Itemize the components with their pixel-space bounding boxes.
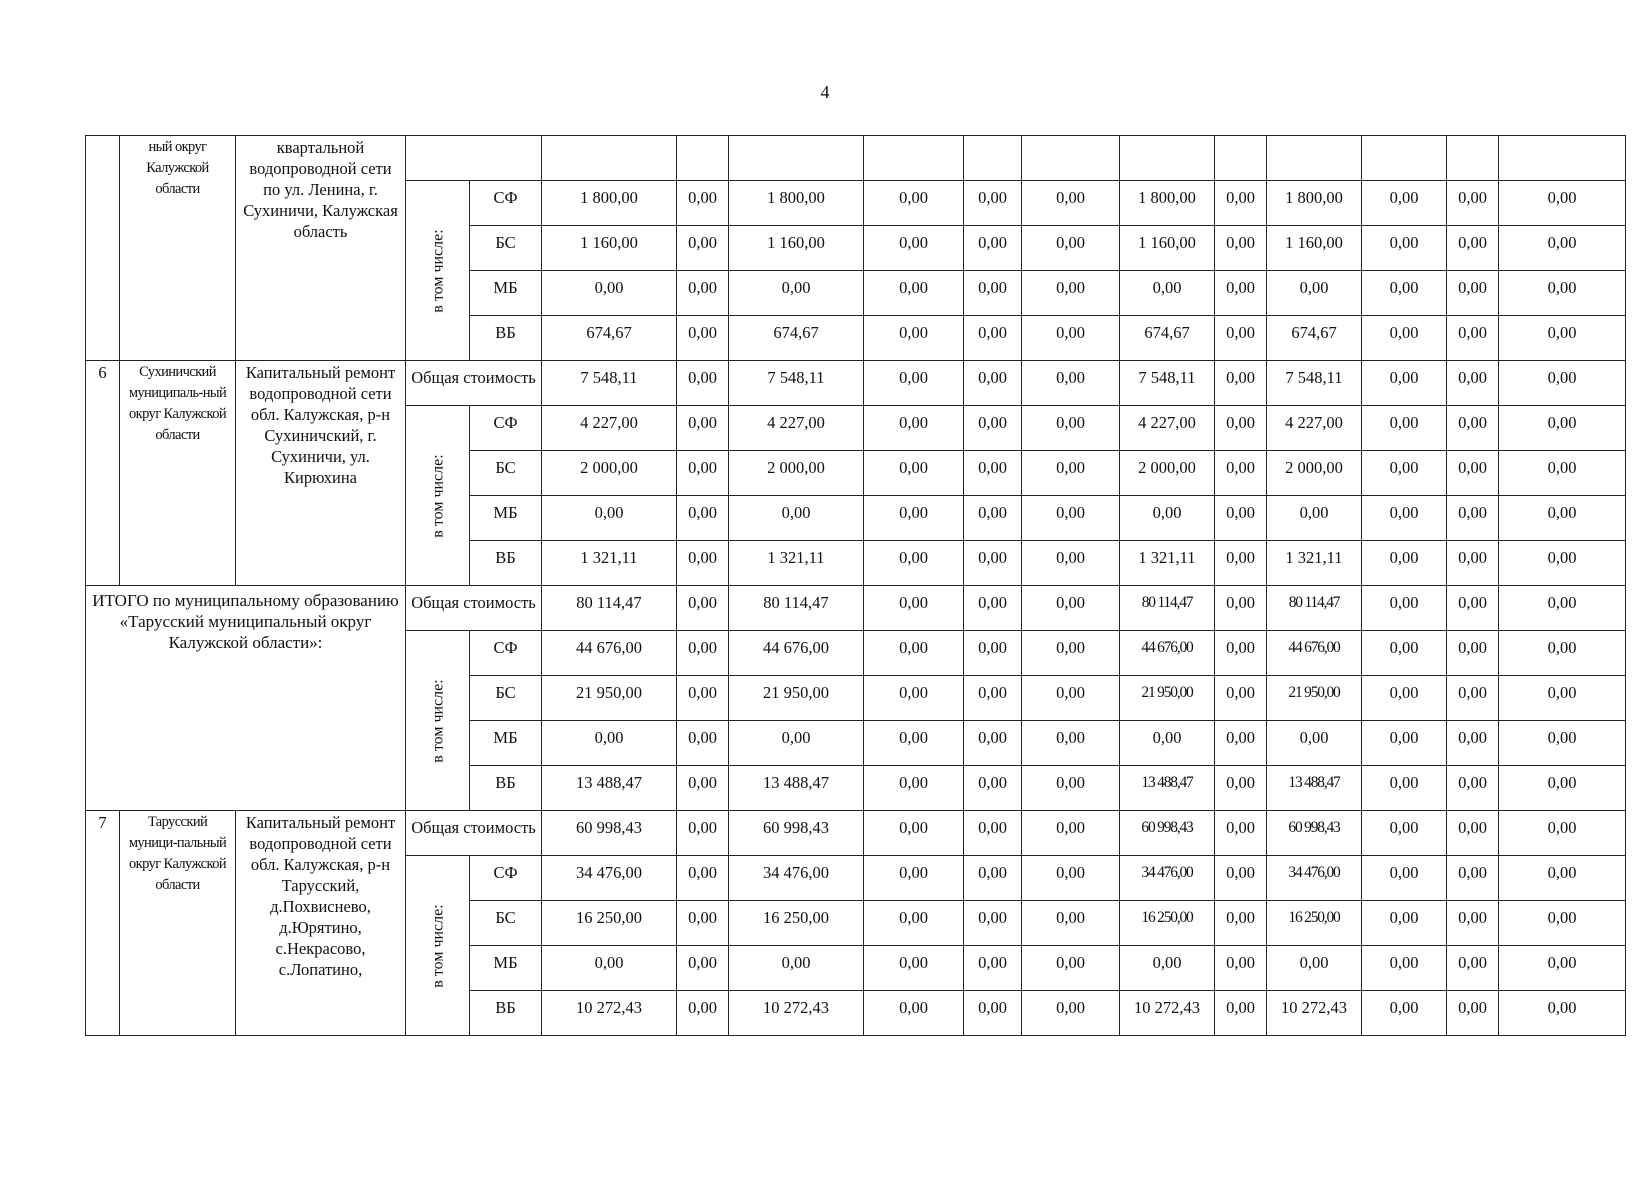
value-cell: 0,00 <box>864 586 964 631</box>
value-cell: 0,00 <box>964 766 1022 811</box>
value-cell: 0,00 <box>1022 901 1120 946</box>
value-cell: 0,00 <box>864 901 964 946</box>
value-cell: 0,00 <box>964 361 1022 406</box>
cost-type-cell: БС <box>470 451 542 496</box>
value-cell: 0,00 <box>1022 496 1120 541</box>
value-cell: 0,00 <box>1267 946 1362 991</box>
value-cell: 44 676,00 <box>1267 631 1362 676</box>
page-number: 4 <box>820 82 830 102</box>
cost-type-cell: СФ <box>470 856 542 901</box>
value-cell: 2 000,00 <box>542 451 677 496</box>
value-cell: 0,00 <box>729 496 864 541</box>
value-cell: 21 950,00 <box>1120 676 1215 721</box>
value-cell: 0,00 <box>677 496 729 541</box>
value-cell: 4 227,00 <box>729 406 864 451</box>
table-row <box>86 586 1626 631</box>
value-cell <box>1447 136 1499 181</box>
value-cell: 0,00 <box>964 271 1022 316</box>
value-cell: 0,00 <box>1215 676 1267 721</box>
value-cell: 0,00 <box>1447 496 1499 541</box>
value-cell: 0,00 <box>1120 496 1215 541</box>
cost-type-cell: Общая стоимость <box>406 586 542 631</box>
value-cell: 0,00 <box>864 361 964 406</box>
value-cell: 0,00 <box>1499 946 1626 991</box>
vertical-label <box>406 856 470 1036</box>
value-cell: 0,00 <box>964 451 1022 496</box>
value-cell: 0,00 <box>1215 316 1267 361</box>
value-cell: 0,00 <box>1022 721 1120 766</box>
value-cell: 0,00 <box>1447 721 1499 766</box>
value-cell: 0,00 <box>1215 181 1267 226</box>
value-cell: 10 272,43 <box>1267 991 1362 1036</box>
value-cell: 0,00 <box>964 901 1022 946</box>
table-row <box>86 811 1626 856</box>
vertical-label <box>406 181 470 361</box>
value-cell: 0,00 <box>964 541 1022 586</box>
value-cell: 34 476,00 <box>1267 856 1362 901</box>
value-cell: 0,00 <box>1499 361 1626 406</box>
value-cell: 7 548,11 <box>1267 361 1362 406</box>
value-cell: 0,00 <box>1022 856 1120 901</box>
municipality-cell: Сухиничский муниципаль-ный округ Калужской области <box>120 361 236 586</box>
row-number: 6 <box>86 361 120 586</box>
value-cell: 0,00 <box>1215 631 1267 676</box>
object-cell: Капитальный ремонт водопроводной сети обл. Калужская, р-н Тарусский, д.Похвиснево, д.Юрятино, с.Некрасово, с.Лопатино, <box>236 811 406 1036</box>
value-cell: 0,00 <box>1362 676 1447 721</box>
value-cell: 0,00 <box>864 496 964 541</box>
value-cell: 0,00 <box>677 811 729 856</box>
value-cell: 0,00 <box>1499 271 1626 316</box>
total-label: ИТОГО по муниципальному образованию «Тарусский муниципальный округ Калужской области»: <box>86 586 406 811</box>
cost-type-cell: БС <box>470 901 542 946</box>
value-cell: 0,00 <box>1215 451 1267 496</box>
value-cell: 0,00 <box>1215 586 1267 631</box>
vertical-label-text: в том числе: <box>429 903 446 988</box>
value-cell: 674,67 <box>1267 316 1362 361</box>
value-cell: 0,00 <box>1215 766 1267 811</box>
value-cell: 0,00 <box>864 181 964 226</box>
value-cell: 0,00 <box>1499 586 1626 631</box>
value-cell <box>729 136 864 181</box>
value-cell: 0,00 <box>1215 226 1267 271</box>
value-cell: 7 548,11 <box>1120 361 1215 406</box>
cost-type-cell: БС <box>470 676 542 721</box>
value-cell: 0,00 <box>1022 361 1120 406</box>
report-table-body <box>86 136 1626 1036</box>
value-cell: 0,00 <box>1362 721 1447 766</box>
value-cell: 4 227,00 <box>1267 406 1362 451</box>
value-cell: 0,00 <box>1362 631 1447 676</box>
value-cell: 1 160,00 <box>542 226 677 271</box>
value-cell: 80 114,47 <box>542 586 677 631</box>
value-cell: 0,00 <box>1022 406 1120 451</box>
value-cell: 21 950,00 <box>729 676 864 721</box>
value-cell: 10 272,43 <box>729 991 864 1036</box>
table-row <box>86 136 1626 181</box>
municipality-cell: ный округ Калужской области <box>120 136 236 361</box>
vertical-label-text: в том числе: <box>429 228 446 313</box>
value-cell: 674,67 <box>1120 316 1215 361</box>
value-cell: 0,00 <box>1499 811 1626 856</box>
value-cell: 34 476,00 <box>729 856 864 901</box>
value-cell: 0,00 <box>1362 946 1447 991</box>
value-cell: 0,00 <box>1022 541 1120 586</box>
value-cell: 4 227,00 <box>542 406 677 451</box>
value-cell: 1 800,00 <box>1267 181 1362 226</box>
cost-type-cell: ВБ <box>470 541 542 586</box>
value-cell: 0,00 <box>1362 766 1447 811</box>
value-cell: 0,00 <box>1362 901 1447 946</box>
value-cell: 0,00 <box>864 721 964 766</box>
value-cell: 0,00 <box>864 406 964 451</box>
value-cell: 0,00 <box>1215 901 1267 946</box>
value-cell: 0,00 <box>864 946 964 991</box>
value-cell: 0,00 <box>677 856 729 901</box>
value-cell: 0,00 <box>864 811 964 856</box>
value-cell: 21 950,00 <box>1267 676 1362 721</box>
value-cell: 0,00 <box>1447 181 1499 226</box>
value-cell: 0,00 <box>1447 541 1499 586</box>
value-cell <box>542 136 677 181</box>
value-cell: 0,00 <box>542 721 677 766</box>
value-cell: 0,00 <box>1499 316 1626 361</box>
value-cell: 0,00 <box>1447 811 1499 856</box>
value-cell: 0,00 <box>964 181 1022 226</box>
value-cell: 34 476,00 <box>1120 856 1215 901</box>
value-cell: 16 250,00 <box>1267 901 1362 946</box>
value-cell: 0,00 <box>864 631 964 676</box>
cost-type-cell: СФ <box>470 406 542 451</box>
value-cell: 0,00 <box>1362 361 1447 406</box>
value-cell: 0,00 <box>1362 496 1447 541</box>
value-cell: 60 998,43 <box>542 811 677 856</box>
value-cell: 0,00 <box>964 586 1022 631</box>
value-cell: 0,00 <box>964 676 1022 721</box>
value-cell: 0,00 <box>1022 451 1120 496</box>
value-cell: 0,00 <box>1022 271 1120 316</box>
report-table <box>85 135 1626 1036</box>
cost-type-cell: ВБ <box>470 316 542 361</box>
value-cell: 13 488,47 <box>1120 766 1215 811</box>
value-cell: 0,00 <box>1447 406 1499 451</box>
value-cell: 0,00 <box>864 451 964 496</box>
value-cell: 0,00 <box>1215 541 1267 586</box>
value-cell: 0,00 <box>1499 226 1626 271</box>
value-cell: 1 800,00 <box>729 181 864 226</box>
value-cell: 0,00 <box>864 676 964 721</box>
value-cell: 0,00 <box>677 631 729 676</box>
value-cell: 0,00 <box>677 901 729 946</box>
value-cell: 0,00 <box>677 766 729 811</box>
value-cell: 60 998,43 <box>1120 811 1215 856</box>
value-cell: 0,00 <box>1447 271 1499 316</box>
value-cell: 0,00 <box>864 226 964 271</box>
vertical-label <box>406 406 470 586</box>
value-cell: 16 250,00 <box>729 901 864 946</box>
value-cell: 0,00 <box>1362 406 1447 451</box>
value-cell: 0,00 <box>677 541 729 586</box>
value-cell: 2 000,00 <box>1120 451 1215 496</box>
value-cell: 0,00 <box>677 991 729 1036</box>
value-cell: 0,00 <box>542 946 677 991</box>
value-cell: 0,00 <box>677 451 729 496</box>
value-cell: 0,00 <box>1447 946 1499 991</box>
value-cell: 1 321,11 <box>729 541 864 586</box>
value-cell: 80 114,47 <box>1267 586 1362 631</box>
row-number: 7 <box>86 811 120 1036</box>
value-cell: 0,00 <box>1499 451 1626 496</box>
value-cell: 0,00 <box>964 721 1022 766</box>
value-cell: 1 321,11 <box>1120 541 1215 586</box>
value-cell: 44 676,00 <box>1120 631 1215 676</box>
value-cell: 0,00 <box>1215 406 1267 451</box>
value-cell: 0,00 <box>1215 991 1267 1036</box>
cost-type-cell: Общая стоимость <box>406 361 542 406</box>
value-cell: 0,00 <box>1499 631 1626 676</box>
value-cell: 0,00 <box>1362 856 1447 901</box>
value-cell: 0,00 <box>1267 721 1362 766</box>
value-cell: 0,00 <box>1362 811 1447 856</box>
value-cell: 0,00 <box>1022 631 1120 676</box>
value-cell <box>864 136 964 181</box>
value-cell: 0,00 <box>864 766 964 811</box>
value-cell: 0,00 <box>1022 766 1120 811</box>
value-cell: 0,00 <box>677 586 729 631</box>
value-cell: 0,00 <box>1499 721 1626 766</box>
value-cell: 0,00 <box>729 946 864 991</box>
value-cell: 0,00 <box>1022 676 1120 721</box>
value-cell: 4 227,00 <box>1120 406 1215 451</box>
value-cell: 0,00 <box>1120 271 1215 316</box>
value-cell: 0,00 <box>677 271 729 316</box>
value-cell: 0,00 <box>1447 901 1499 946</box>
value-cell: 0,00 <box>964 496 1022 541</box>
value-cell: 0,00 <box>1022 811 1120 856</box>
value-cell: 0,00 <box>1120 946 1215 991</box>
cost-type-cell: Общая стоимость <box>406 811 542 856</box>
value-cell: 0,00 <box>1215 361 1267 406</box>
value-cell: 0,00 <box>677 406 729 451</box>
value-cell: 0,00 <box>1215 856 1267 901</box>
value-cell: 0,00 <box>677 721 729 766</box>
value-cell: 0,00 <box>1215 811 1267 856</box>
value-cell: 0,00 <box>1499 856 1626 901</box>
value-cell: 0,00 <box>1362 586 1447 631</box>
value-cell: 0,00 <box>677 361 729 406</box>
value-cell: 21 950,00 <box>542 676 677 721</box>
vertical-label-text: в том числе: <box>429 453 446 538</box>
value-cell: 0,00 <box>864 316 964 361</box>
value-cell: 0,00 <box>1362 181 1447 226</box>
value-cell: 0,00 <box>729 271 864 316</box>
value-cell: 0,00 <box>1022 946 1120 991</box>
value-cell: 0,00 <box>964 991 1022 1036</box>
value-cell: 0,00 <box>964 856 1022 901</box>
value-cell <box>1499 136 1626 181</box>
value-cell: 0,00 <box>964 946 1022 991</box>
value-cell: 0,00 <box>1215 946 1267 991</box>
value-cell: 1 160,00 <box>1267 226 1362 271</box>
value-cell: 0,00 <box>1499 541 1626 586</box>
value-cell: 1 321,11 <box>1267 541 1362 586</box>
vertical-label-text: в том числе: <box>429 678 446 763</box>
value-cell: 0,00 <box>1362 451 1447 496</box>
value-cell: 13 488,47 <box>729 766 864 811</box>
value-cell <box>1362 136 1447 181</box>
value-cell: 1 800,00 <box>1120 181 1215 226</box>
value-cell: 7 548,11 <box>542 361 677 406</box>
value-cell: 0,00 <box>1447 361 1499 406</box>
cost-type-cell: СФ <box>470 631 542 676</box>
cost-type-cell: МБ <box>470 721 542 766</box>
value-cell: 0,00 <box>1362 316 1447 361</box>
value-cell: 34 476,00 <box>542 856 677 901</box>
value-cell: 0,00 <box>1499 406 1626 451</box>
value-cell: 80 114,47 <box>729 586 864 631</box>
value-cell: 60 998,43 <box>1267 811 1362 856</box>
value-cell: 0,00 <box>1362 991 1447 1036</box>
value-cell: 0,00 <box>1267 271 1362 316</box>
value-cell: 0,00 <box>1362 541 1447 586</box>
cost-type-cell: ВБ <box>470 766 542 811</box>
value-cell: 0,00 <box>1362 226 1447 271</box>
value-cell: 674,67 <box>542 316 677 361</box>
table-row <box>86 361 1626 406</box>
vertical-label <box>406 631 470 811</box>
value-cell: 10 272,43 <box>542 991 677 1036</box>
value-cell: 0,00 <box>964 631 1022 676</box>
value-cell: 0,00 <box>964 226 1022 271</box>
value-cell: 0,00 <box>1499 496 1626 541</box>
value-cell: 0,00 <box>677 946 729 991</box>
value-cell: 0,00 <box>1447 451 1499 496</box>
value-cell: 0,00 <box>1447 766 1499 811</box>
cost-type-cell: МБ <box>470 946 542 991</box>
value-cell <box>1120 136 1215 181</box>
value-cell: 16 250,00 <box>1120 901 1215 946</box>
value-cell: 0,00 <box>1447 631 1499 676</box>
value-cell: 0,00 <box>1499 991 1626 1036</box>
value-cell: 0,00 <box>1022 586 1120 631</box>
value-cell: 0,00 <box>729 721 864 766</box>
value-cell: 0,00 <box>542 496 677 541</box>
value-cell: 0,00 <box>1215 721 1267 766</box>
value-cell: 0,00 <box>964 316 1022 361</box>
value-cell: 0,00 <box>1499 181 1626 226</box>
value-cell: 1 321,11 <box>542 541 677 586</box>
value-cell: 0,00 <box>1022 991 1120 1036</box>
value-cell: 2 000,00 <box>1267 451 1362 496</box>
object-cell: квартальной водопроводной сети по ул. Ленина, г. Сухиничи, Калужская область <box>236 136 406 361</box>
value-cell: 2 000,00 <box>729 451 864 496</box>
value-cell: 7 548,11 <box>729 361 864 406</box>
cost-type-cell: ВБ <box>470 991 542 1036</box>
value-cell: 10 272,43 <box>1120 991 1215 1036</box>
cost-type-cell <box>406 136 542 181</box>
value-cell: 0,00 <box>1447 856 1499 901</box>
municipality-cell: Тарусский муници-пальный округ Калужской области <box>120 811 236 1036</box>
value-cell: 44 676,00 <box>542 631 677 676</box>
object-cell: Капитальный ремонт водопроводной сети обл. Калужская, р-н Сухиничский, г. Сухиничи, ул. Кирюхина <box>236 361 406 586</box>
cost-type-cell: СФ <box>470 181 542 226</box>
value-cell: 44 676,00 <box>729 631 864 676</box>
cost-type-cell: МБ <box>470 271 542 316</box>
value-cell: 0,00 <box>677 676 729 721</box>
value-cell: 0,00 <box>677 181 729 226</box>
value-cell: 674,67 <box>729 316 864 361</box>
value-cell: 0,00 <box>964 811 1022 856</box>
value-cell: 80 114,47 <box>1120 586 1215 631</box>
value-cell <box>964 136 1022 181</box>
value-cell: 0,00 <box>1447 316 1499 361</box>
value-cell: 0,00 <box>1267 496 1362 541</box>
value-cell: 0,00 <box>1447 991 1499 1036</box>
value-cell: 0,00 <box>1447 586 1499 631</box>
value-cell: 0,00 <box>1215 496 1267 541</box>
cost-type-cell: БС <box>470 226 542 271</box>
value-cell: 0,00 <box>1447 676 1499 721</box>
value-cell: 0,00 <box>964 406 1022 451</box>
value-cell: 0,00 <box>1362 271 1447 316</box>
value-cell: 13 488,47 <box>1267 766 1362 811</box>
value-cell: 0,00 <box>677 316 729 361</box>
value-cell <box>1022 136 1120 181</box>
value-cell: 0,00 <box>1499 766 1626 811</box>
value-cell: 0,00 <box>542 271 677 316</box>
value-cell: 1 800,00 <box>542 181 677 226</box>
value-cell: 0,00 <box>1499 676 1626 721</box>
value-cell: 0,00 <box>1022 226 1120 271</box>
value-cell: 0,00 <box>864 271 964 316</box>
value-cell: 0,00 <box>1120 721 1215 766</box>
value-cell: 0,00 <box>677 226 729 271</box>
value-cell <box>677 136 729 181</box>
value-cell: 16 250,00 <box>542 901 677 946</box>
value-cell: 13 488,47 <box>542 766 677 811</box>
row-number <box>86 136 120 361</box>
value-cell: 1 160,00 <box>729 226 864 271</box>
value-cell: 0,00 <box>1499 901 1626 946</box>
value-cell: 0,00 <box>1022 181 1120 226</box>
cost-type-cell: МБ <box>470 496 542 541</box>
value-cell: 60 998,43 <box>729 811 864 856</box>
value-cell: 0,00 <box>864 541 964 586</box>
value-cell: 0,00 <box>1215 271 1267 316</box>
value-cell: 0,00 <box>864 856 964 901</box>
value-cell: 0,00 <box>864 991 964 1036</box>
value-cell: 0,00 <box>1022 316 1120 361</box>
value-cell: 0,00 <box>1447 226 1499 271</box>
value-cell <box>1267 136 1362 181</box>
value-cell: 1 160,00 <box>1120 226 1215 271</box>
value-cell <box>1215 136 1267 181</box>
